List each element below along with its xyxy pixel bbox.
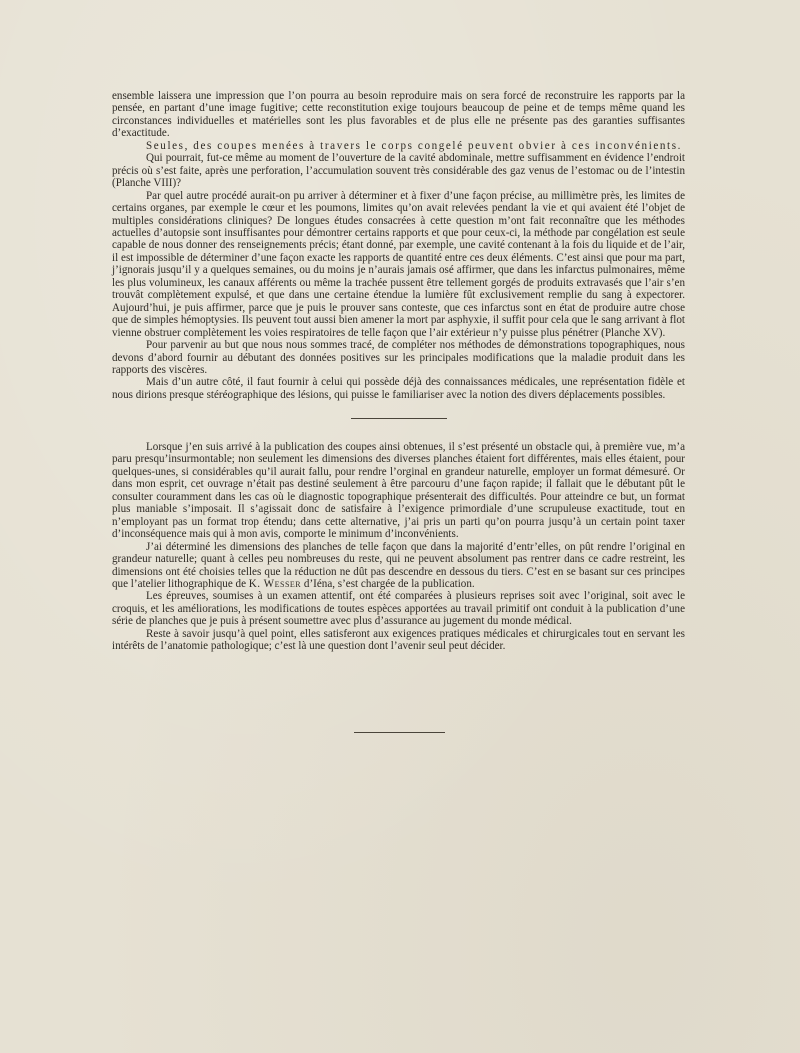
paragraph-2-emphasis: Seules, des coupes menées à travers le corps congelé peuvent obvier à ces inconvénients. bbox=[146, 139, 683, 152]
paragraph-6: Mais d’un autre côté, il faut fournir à celui qui possède déjà des connaissances médicales, une représentation fidèle et nous dirions presque stéréographique des lésions, qui puisse le familiariser avec la notion des divers déplacements possibles. bbox=[112, 376, 685, 401]
paragraph-4: Par quel autre procédé aurait-on pu arriver à déterminer et à fixer d’une façon précise, au millimètre près, les limites de certains organes, par exemple le cœur et les poumons, limites qu’on avait relevées pendant la vie et qui avaient été l’objet de multiples considérations cliniques? De longues études consacrées à cette question m’ont fait reconnaître que les méthodes actuelles d’autopsie sont insuffisantes pour démontrer certains rapports et que pour ceux-ci, la méthode par congélation est seule capable de nous donner des renseignements précis; étant donné, par exemple, une cavité contenant à la fois du liquide et de l’air, il est impossible de déterminer d’une façon exacte les rapports de quantité entre ces deux éléments. C’est ainsi que pour ma part, j’ignorais jusqu’il y a quelques semaines, ou du moins je n’aurais jamais osé affirmer, que dans les infarctus pulmonaires, même les plus volumineux, les canaux afférents ou même la trachée pussent être tellement gorgés de produits extravasés que l’air s’en trouvât complètement expulsé, et que dans une certaine étendue la lumière fût exclusivement remplie du sang à expectorer. Aujourd’hui, je puis affirmer, parce que je puis le prouver sans conteste, que ces infarctus sont en état de produire autre chose que de simples hémoptysies. Ils peuvent tout aussi bien amener la mort par asphyxie, il suffit pour cela que le sang arrivant à flot vienne obstruer complètement les voies respiratoires de telle façon que l’air extérieur n’y puisse plus pénétrer (Planche XV). bbox=[112, 189, 685, 339]
paragraph-10: Reste à savoir jusqu’à quel point, elles satisferont aux exigences pratiques médicales et chirurgicales tout en servant les intérêts de l’anatomie pathologique; c’est là une question dont l’avenir seul peut décider. bbox=[112, 627, 685, 653]
text-section-1 bbox=[112, 90, 685, 401]
paragraph-8-end: d’Iéna, s’est chargée de la publication. bbox=[303, 577, 475, 590]
paragraph-9: Les épreuves, soumises à un examen attentif, ont été comparées à plusieurs reprises soit avec l’original, soit avec le croquis, et les améliorations, les modifications de toutes espèces apportées au travail primitif ont conduit à la publication d’une série de planches que je puis à présent soumettre avec plus d’assurance au jugement du monde médical. bbox=[112, 590, 685, 628]
paragraph-8-text: J’ai déterminé les dimensions des planches de telle façon que dans la majorité d’entr’elles, on pût rendre l’original en grandeur naturelle; quant à celles peu nombreuses du reste, qui ne peuvent absolument pas rentrer dans ce cadre restreint, les dimensions ont été choisies telles que la réduction ne dût pas descendre en dessous du tiers. C’est en se basant sur ces principes que l’atelier lithographique de bbox=[112, 540, 685, 590]
text-section-2 bbox=[112, 441, 685, 653]
paragraph-8 bbox=[112, 541, 685, 591]
end-rule bbox=[354, 732, 445, 733]
printer-name: K. Wesser bbox=[248, 577, 302, 590]
separator-rule bbox=[351, 418, 447, 419]
paragraph-5: Pour parvenir au but que nous nous sommes tracé, de compléter nos méthodes de démonstrations topographiques, nous devons d’abord fournir au débutant des données positives sur les principales modifications que la maladie produit dans les rapports des viscères. bbox=[112, 339, 685, 376]
paragraph-1: ensemble laissera une impression que l’on pourra au besoin reproduire mais on sera forcé de reconstruire les rapports par la pensée, en partant d’une image fugitive; cette reconstitution exige toujours beaucoup de peine et de temps même quand les circonstances individuelles et matérielles sont les plus favorables et de plus elle ne présente pas des garanties suffisantes d’exactitude. bbox=[112, 90, 685, 140]
paragraph-7: Lorsque j’en suis arrivé à la publication des coupes ainsi obtenues, il s’est présenté un obstacle qui, à première vue, m’a paru presqu’insurmontable; non seulement les dimensions des diverses planches étaient fort différentes, mais elles étaient, pour quelques-unes, si considérables qu’il aurait fallu, pour rendre l’orginal en grandeur naturelle, employer un format démesuré. Or dans mon esprit, cet ouvrage n’était pas destiné seulement à être parcouru d’une façon rapide; il fallait que le débutant pût le consulter couramment dans les cas où le diagnostic topographique présenterait des difficultés. Pour atteindre ce but, un format plus maniable s’imposait. Il s’agissait donc de satisfaire à l’exigence primordiale d’une scrupuleuse exactitude, tout en n’employant pas un format trop étendu; dans cette alternative, j’ai pris un parti qu’on pourra jusqu’à un certain point taxer d’inconséquence mais qui à mon avis, comporte le minimum d’inconvénients. bbox=[112, 441, 685, 541]
paragraph-3: Qui pourrait, fut-ce même au moment de l’ouverture de la cavité abdominale, mettre suffisamment en évidence l’endroit précis où s’est faite, après une perforation, l’accumulation souvent très considérable des gaz venus de l’estomac ou de l’intestin (Planche VIII)? bbox=[112, 152, 685, 190]
